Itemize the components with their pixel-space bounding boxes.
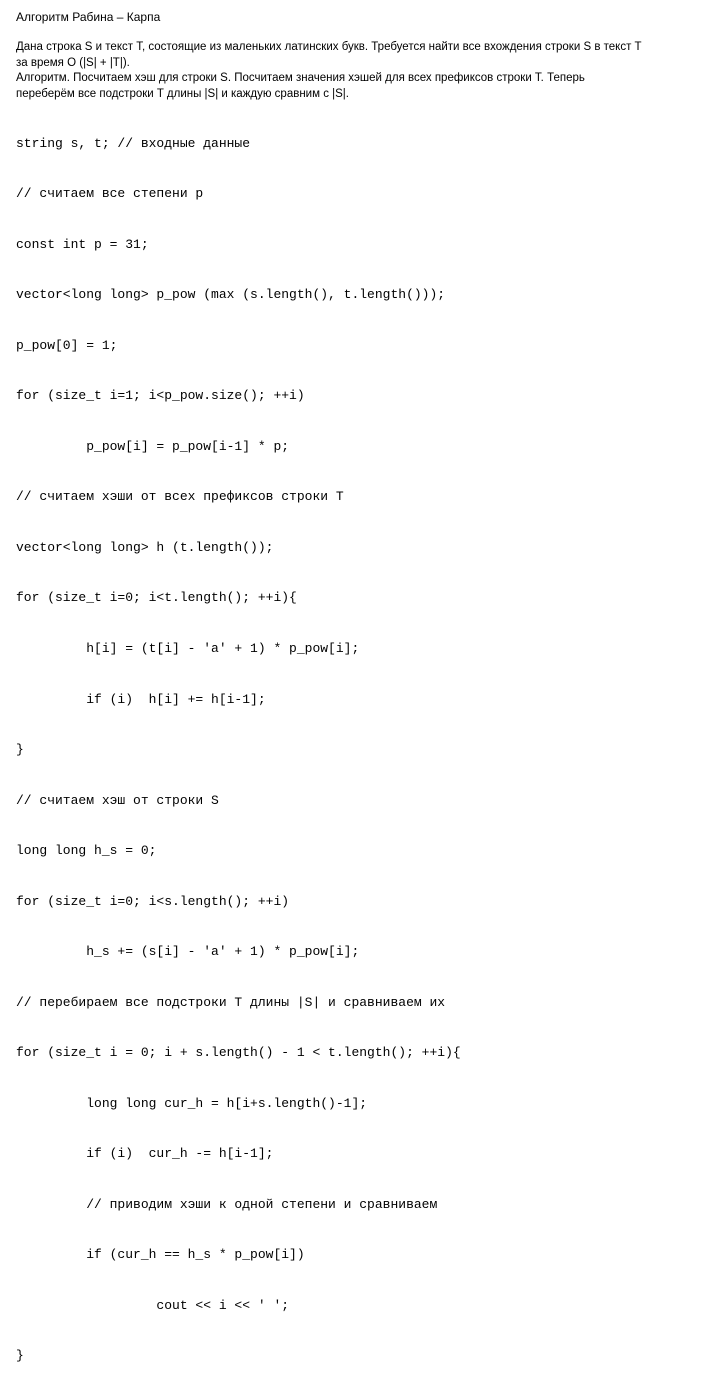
code-line: vector<long long> h (t.length()); [16, 539, 274, 555]
code-line: p_pow[0] = 1; [16, 337, 118, 353]
description-line: Алгоритм. Посчитаем хэш для строки S. Посчитаем значения хэшей для всех префиксов строки T. Теперь [16, 72, 585, 84]
code-line: if (i) h[i] += h[i-1]; [16, 691, 266, 707]
task-description [16, 40, 706, 102]
description-line: за время O (|S| + |T|). [16, 56, 130, 69]
slide-title: Алгоритм Рабина – Карпа [16, 10, 161, 24]
code-line: cout << i << ' '; [16, 1297, 290, 1313]
code-line: string s, t; // входные данные [16, 135, 251, 151]
code-line: for (size_t i=1; i<p_pow.size(); ++i) [16, 388, 305, 404]
code-line: // считаем хэш от строки S [16, 792, 219, 808]
code-line: } [16, 742, 24, 758]
code-line: // приводим хэши к одной степени и сравниваем [16, 1196, 438, 1212]
slide [16, 10, 706, 1399]
code-line: for (size_t i=0; i<t.length(); ++i){ [16, 590, 297, 606]
code-listing [16, 102, 706, 1399]
code-line: // считаем хэши от всех префиксов строки T [16, 489, 344, 505]
description-line: Дана строка S и текст T, состоящие из маленьких латинских букв. Требуется найти все вхождения строки S в текст T [16, 41, 642, 53]
code-line: vector<long long> p_pow (max (s.length(), t.length())); [16, 287, 446, 303]
code-line: // перебираем все подстроки T длины |S| и сравниваем их [16, 994, 446, 1010]
code-line: h_s += (s[i] - 'a' + 1) * p_pow[i]; [16, 944, 360, 960]
code-line: const int p = 31; [16, 236, 149, 252]
code-line: // считаем все степени p [16, 186, 204, 202]
code-line: } [16, 1348, 24, 1364]
code-line: long long cur_h = h[i+s.length()-1]; [16, 1095, 368, 1111]
description-line: переберём все подстроки T длины |S| и каждую сравним с |S|. [16, 87, 349, 100]
code-line: long long h_s = 0; [16, 843, 157, 859]
code-line: p_pow[i] = p_pow[i-1] * p; [16, 438, 290, 454]
code-line: h[i] = (t[i] - 'a' + 1) * p_pow[i]; [16, 641, 360, 656]
code-line: if (i) cur_h -= h[i-1]; [16, 1146, 274, 1162]
code-line: if (cur_h == h_s * p_pow[i]) [16, 1247, 305, 1263]
code-line: for (size_t i=0; i<s.length(); ++i) [16, 893, 290, 909]
code-line: for (size_t i = 0; i + s.length() - 1 < t.length(); ++i){ [16, 1045, 461, 1061]
